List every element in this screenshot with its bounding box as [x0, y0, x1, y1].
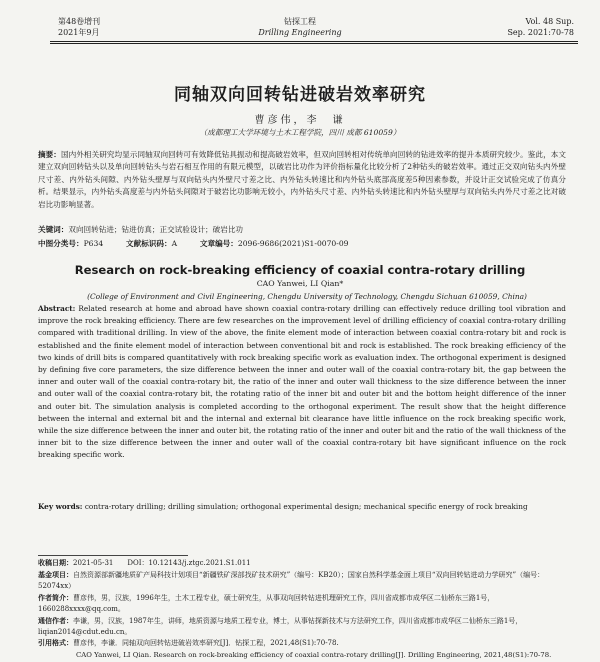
- classification-line: 中图分类号：P634 文献标识码：A 文章编号：2096-9686(2021)S1-0070-09: [38, 239, 349, 248]
- article-title-en: Research on rock-breaking efficiency of coaxial contra-rotary drilling: [74, 263, 526, 277]
- abstract-cn-label: 摘要：: [38, 150, 61, 159]
- footnote-citation-en: CAO Yanwei, LI Qian. Research on rock-breaking efficiency of coaxial contra-rotary drilling[J]. Drilling Engineering, 2021,48(S1):70-78.: [76, 651, 552, 659]
- volume-cn: 第48卷增刊: [58, 17, 101, 26]
- footnote-citation-cn: 引用格式：曹彦伟，李谦．同轴双向回转钻进破岩效率研究[J]．钻探工程，2021,48(S1):70-78.: [38, 639, 339, 647]
- journal-name-en: Drilling Engineering: [258, 28, 342, 37]
- keywords-en-label: Key words:: [38, 502, 83, 511]
- keywords-en: [38, 501, 566, 513]
- authors-en: CAO Yanwei, LI Qian*: [256, 279, 344, 288]
- footnote-rule: [38, 555, 188, 556]
- header-rule: [50, 41, 578, 42]
- abstract-en: [38, 303, 566, 462]
- abstract-cn-text: 国内外相关研究均显示同轴双向回转可有效降低钻具振动和提高破岩效率，但双向回转相对传统单向回转的钻进效率的提升本质研究较少。鉴此，本文建立双向回转钻头以及单向回转钻头与岩石相互作用的有限元模型，以破岩比功作为评价指标量化比较分析了2种钻头的破岩效率。通过正交双向钻头内外壁尺寸差、内外钻头间隙、内外钻头壁厚与双向钻头内外壁尺寸差之比、内外钻头转速比和内外钻头底部高度差5种因素参数，并设计正交试验完成了仿真分析。结果显示，内外钻头高度差与内外钻头间隙对于破岩比功影响无较小，内外钻头尺寸差、内外钻头转速比和内外钻头壁厚与双向钻头内外尺寸差之比对破岩比功影响显著。: [38, 150, 567, 209]
- abstract-en-label: Abstract:: [38, 304, 76, 313]
- article-title-cn: 同轴双向回转钻进破岩效率研究: [174, 85, 426, 105]
- date-cn: 2021年9月: [58, 28, 100, 37]
- article-number-value: 2096-9686(2021)S1-0070-09: [237, 239, 349, 248]
- header-right: [507, 16, 574, 38]
- abstract-cn: [38, 149, 566, 211]
- footnote-corresponding: 通信作者：李谦，男，汉族，1987年生，讲师，地质资源与地质工程专业，博士，从事钻探新技术与方法研究工作，四川省成都市成华区二仙桥东三路1号，liqian2014@cdut.edu.cn。: [38, 617, 523, 637]
- affiliation-cn: （成都理工大学环境与土木工程学院，四川 成都 610059）: [199, 128, 401, 137]
- authors-cn: 曹彦伟，李 谦: [254, 115, 346, 126]
- abstract-en-text: Related research at home and abroad have shown coaxial contra-rotary drilling can effectively reduce drilling tool vibration and improve the rock breaking efficiency. There are few researches on the improvement level of drilling efficiency of coaxial contra-rotary drilling compared with traditional drilling. In view of the above, the finite element mode of interaction between coaxial contra-rotary bit and rock is established and the finite element model of interaction between conventional bit and rock is established. The rock breaking efficiency of the two kinds of drill bits is compared quantitatively with rock breaking specific work as evaluation index. The orthogonal experiment is designed by defining five core parameters, the size difference between the inner and outer wall of the coaxial contra-rotary bit, the gap between the inner and outer wall of the coaxial contra-rotary bit, the ratio of the inner and outer wall thickness to the size difference between the inner and outer wall of the coaxial contra-rotary bit, the rotating ratio of the inner bit and outer bit and the bottom height difference of the inner and outer bit. The simulation analysis is completed according to the orthogonal experiment. The result show that the height difference between the internal and external bit and the internal and external bit clearance have little influence on the rock breaking specific work, while the size difference between the inner and outer bit, the rotating ratio of the inner and outer bit and the ratio of the wall thickness of the inner bit to the size difference between the inner and outer wall of the coaxial contra-rotary bit have significant influence on the rock breaking specific work.: [38, 304, 566, 460]
- journal-name-cn: 钻探工程: [284, 17, 316, 26]
- doc-code-value: A: [171, 239, 178, 248]
- affiliation-en: (College of Environment and Civil Engineering, Chengdu University of Technology, Chengdu Sichuan 610059, China): [87, 292, 527, 301]
- footnote-author-bio: 作者简介：曹彦伟，男，汉族，1996年生，土木工程专业，硕士研究生，从事双向回转钻进机理研究工作，四川省成都市成华区二仙桥东三路1号，1660288xxxx@qq.com。: [38, 594, 495, 614]
- keywords-en-text: contra-rotary drilling; drilling simulation; orthogonal experimental design; mechanical specific energy of rock breaking: [84, 502, 528, 511]
- keywords-cn: [38, 224, 566, 236]
- keywords-cn-text: 双向回转钻进；钻进仿真；正交试验设计；破岩比功: [68, 225, 244, 234]
- header-rule-double: [50, 43, 578, 44]
- date-pages-en: Sep. 2021:70-78: [507, 28, 574, 37]
- footnote-received: 收稿日期：2021-05-31 DOI：10.12143/j.ztgc.2021.S1.011: [38, 559, 251, 567]
- keywords-cn-label: 关键词：: [38, 225, 69, 234]
- footnote-funding: 基金项目：自然资源部新疆地质矿产局科技计划项目“新疆铁矿深部找矿技术研究”（编号：KB20）；国家自然科学基金面上项目“双向回转钻进动力学研究”（编号：52074xx）: [38, 571, 545, 591]
- clc-value: P634: [83, 239, 104, 248]
- volume-en: Vol. 48 Sup.: [525, 17, 574, 26]
